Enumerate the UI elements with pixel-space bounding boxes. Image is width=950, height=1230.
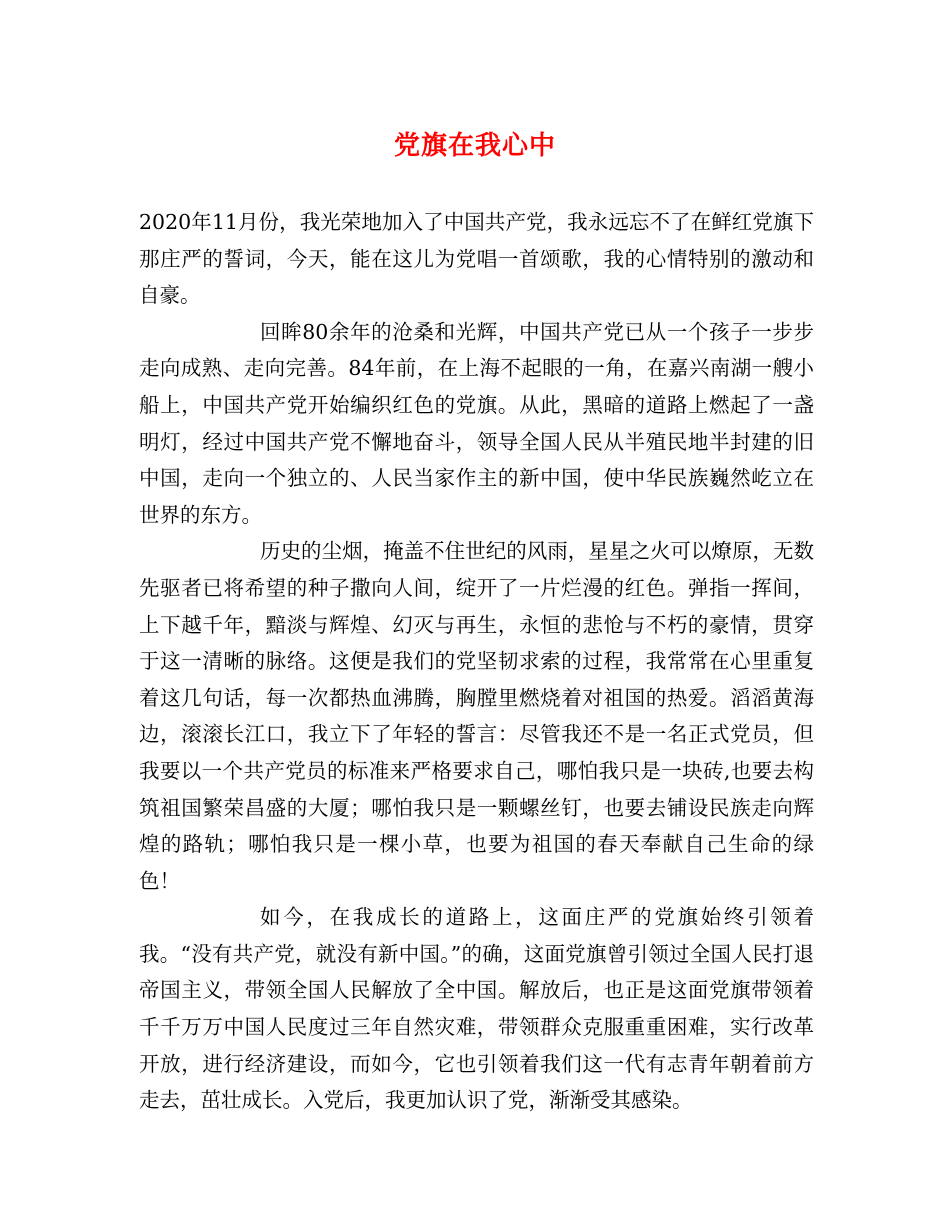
paragraph-3: 历史的尘烟，掩盖不住世纪的风雨，星星之火可以燎原，无数先驱者已将希望的种子撒向人间，绽开了一片烂漫的红色。弹指一挥间，上下越千年，黯淡与辉煌、幻灭与再生，永恒的悲怆与不朽的豪情，贯穿于这一清晰的脉络。这便是我们的党坚韧求索的过程，我常常在心里重复着这几句话，每一次都热血沸腾，胸膛里燃烧着对祖国的热爱。滔滔黄海边，滚滚长江口，我立下了年轻的誓言：尽管我还不是一名正式党员，但我要以一个共产党员的标准来严格要求自己，哪怕我只是一块砖,也要去构筑祖国繁荣昌盛的大厦；哪怕我只是一颗螺丝钉，也要去铺设民族走向辉煌的路轨；哪怕我只是一棵小草，也要为祖国的春天奉献自己生命的绿色！ (139, 539, 814, 893)
paragraph-2: 回眸80余年的沧桑和光辉，中国共产党已从一个孩子一步步走向成熟、走向完善。84年前，在上海不起眼的一角，在嘉兴南湖一艘小船上，中国共产党开始编织红色的党旗。从此，黑暗的道路上燃起了一盏明灯，经过中国共产党不懈地奋斗，领导全国人民从半殖民地半封建的旧中国，走向一个独立的、人民当家作主的新中国，使中华民族巍然屹立在世界的东方。 (139, 319, 814, 527)
document-title: 党旗在我心中 (393, 131, 556, 161)
paragraph-4: 如今，在我成长的道路上，这面庄严的党旗始终引领着我。“没有共产党，就没有新中国。”的确，这面党旗曾引领过全国人民打退帝国主义，带领全国人民解放了全中国。解放后，也正是这面党旗带领着千千万万中国人民度过三年自然灾难，带领群众克服重重困难，实行改革开放，进行经济建设，而如今，它也引领着我们这一代有志青年朝着前方走去，茁壮成长。入党后，我更加认识了党，渐渐受其感染。 (139, 905, 814, 1113)
document-body (139, 204, 814, 1119)
paragraph-1: 2020年11月份，我光荣地加入了中国共产党，我永远忘不了在鲜红党旗下那庄严的誓词，今天，能在这儿为党唱一首颂歌，我的心情特别的激动和自豪。 (139, 210, 814, 308)
